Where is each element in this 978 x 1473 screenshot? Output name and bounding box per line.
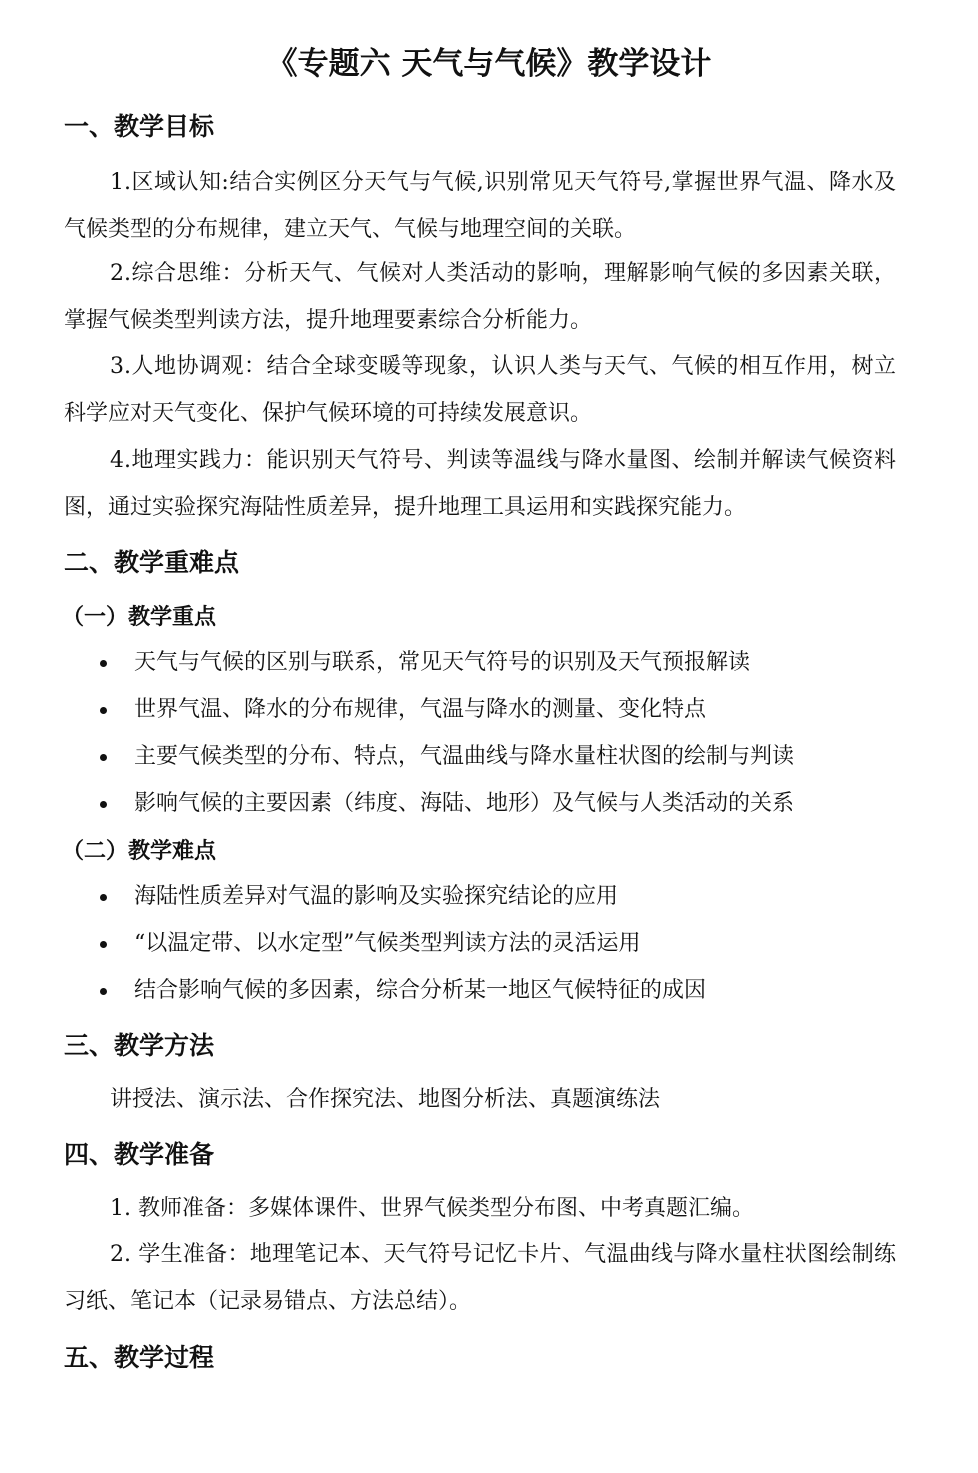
section-heading-key-difficult: 二、教学重难点 [64,548,240,577]
bullet-icon [100,894,107,901]
list-item: 海陆性质差异对气温的影响及实验探究结论的应用 [100,881,618,913]
section-heading-methods: 三、教学方法 [64,1031,215,1060]
preparation-paragraph: 1. 教师准备：多媒体课件、世界气候类型分布图、中考真题汇编。 [110,1196,754,1221]
section-heading-preparation: 四、教学准备 [64,1140,215,1169]
bullet-icon [100,941,107,948]
list-item: 主要气候类型的分布、特点，气温曲线与降水量柱状图的绘制与判读 [100,741,794,773]
bullet-icon [100,988,107,995]
list-item: 影响气候的主要因素（纬度、海陆、地形）及气候与人类活动的关系 [100,788,794,820]
list-item: 世界气温、降水的分布规律，气温与降水的测量、变化特点 [100,694,706,726]
document-title: 《专题六 天气与气候》教学设计 [266,46,712,82]
list-item: “以温定带、以水定型”气候类型判读方法的灵活运用 [100,928,641,960]
preparation-paragraph: 2. 学生准备：地理笔记本、天气符号记忆卡片、气温曲线与降水量柱状图绘制练习纸、笔记本（记录易错点、方法总结）。 [64,1242,896,1314]
objective-paragraph: 2.综合思维：分析天气、气候对人类活动的影响，理解影响气候的多因素关联，掌握气候类型判读方法，提升地理要素综合分析能力。 [64,261,896,333]
list-item: 结合影响气候的多因素，综合分析某一地区气候特征的成因 [100,975,706,1007]
methods-paragraph: 讲授法、演示法、合作探究法、地图分析法、真题演练法 [110,1087,661,1112]
subheading-difficult-points: （二）教学难点 [62,838,217,864]
section-heading-objectives: 一、教学目标 [64,112,215,141]
bullet-icon [100,801,107,808]
list-item: 天气与气候的区别与联系，常见天气符号的识别及天气预报解读 [100,647,750,679]
bullet-icon [100,660,107,667]
bullet-icon [100,707,107,714]
objective-paragraph: 3.人地协调观：结合全球变暖等现象，认识人类与天气、气候的相互作用，树立科学应对天气变化、保护气候环境的可持续发展意识。 [64,354,896,426]
subheading-key-points: （一）教学重点 [62,604,217,630]
objective-paragraph: 4.地理实践力：能识别天气符号、判读等温线与降水量图、绘制并解读气候资料图，通过实验探究海陆性质差异，提升地理工具运用和实践探究能力。 [64,448,896,520]
objective-paragraph: 1.区域认知:结合实例区分天气与气候,识别常见天气符号,掌握世界气温、降水及气候类型的分布规律，建立天气、气候与地理空间的关联。 [64,170,896,242]
section-heading-process: 五、教学过程 [64,1343,215,1372]
bullet-icon [100,754,107,761]
